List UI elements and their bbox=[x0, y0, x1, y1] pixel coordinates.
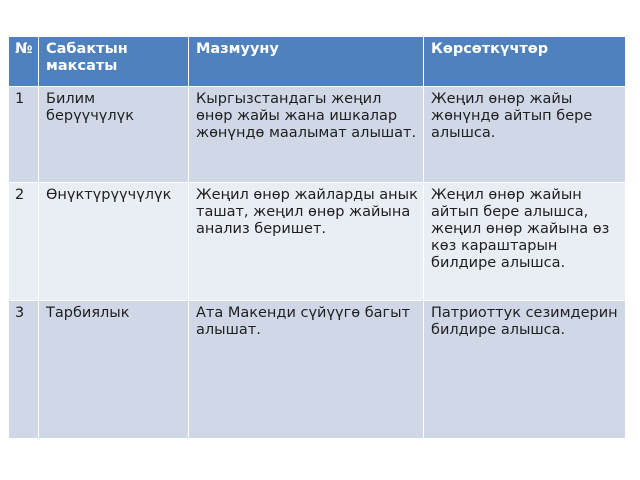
header-number: № bbox=[9, 37, 39, 87]
table-row bbox=[9, 87, 626, 183]
row-goal: Өнүктүрүүчүлүк bbox=[39, 183, 189, 301]
row-indicators: Жеңил өнөр жайы жөнүндө айтып бере алышса. bbox=[424, 87, 626, 183]
row-content: Кыргызстандагы жеңил өнөр жайы жана ишкалар жөнүндө маалымат алышат. bbox=[189, 87, 424, 183]
row-indicators: Жеңил өнөр жайын айтып бере алышса, жеңил өнөр жайына өз көз караштарын билдире алышса. bbox=[424, 183, 626, 301]
header-row bbox=[9, 37, 626, 87]
table-row bbox=[9, 301, 626, 439]
row-number: 3 bbox=[9, 301, 39, 439]
header-goal: Сабактын максаты bbox=[39, 37, 189, 87]
row-content: Жеңил өнөр жайларды анык ташат, жеңил өнөр жайына анализ беришет. bbox=[189, 183, 424, 301]
row-content: Ата Макенди сүйүүгө багыт алышат. bbox=[189, 301, 424, 439]
header-indicators: Көрсөткүчтөр bbox=[424, 37, 626, 87]
header-content: Мазмууну bbox=[189, 37, 424, 87]
row-indicators: Патриоттук сезимдерин билдире алышса. bbox=[424, 301, 626, 439]
table-row bbox=[9, 183, 626, 301]
row-number: 2 bbox=[9, 183, 39, 301]
row-goal: Билим берүүчүлүк bbox=[39, 87, 189, 183]
lesson-goals-table bbox=[8, 36, 626, 439]
row-number: 1 bbox=[9, 87, 39, 183]
row-goal: Тарбиялык bbox=[39, 301, 189, 439]
